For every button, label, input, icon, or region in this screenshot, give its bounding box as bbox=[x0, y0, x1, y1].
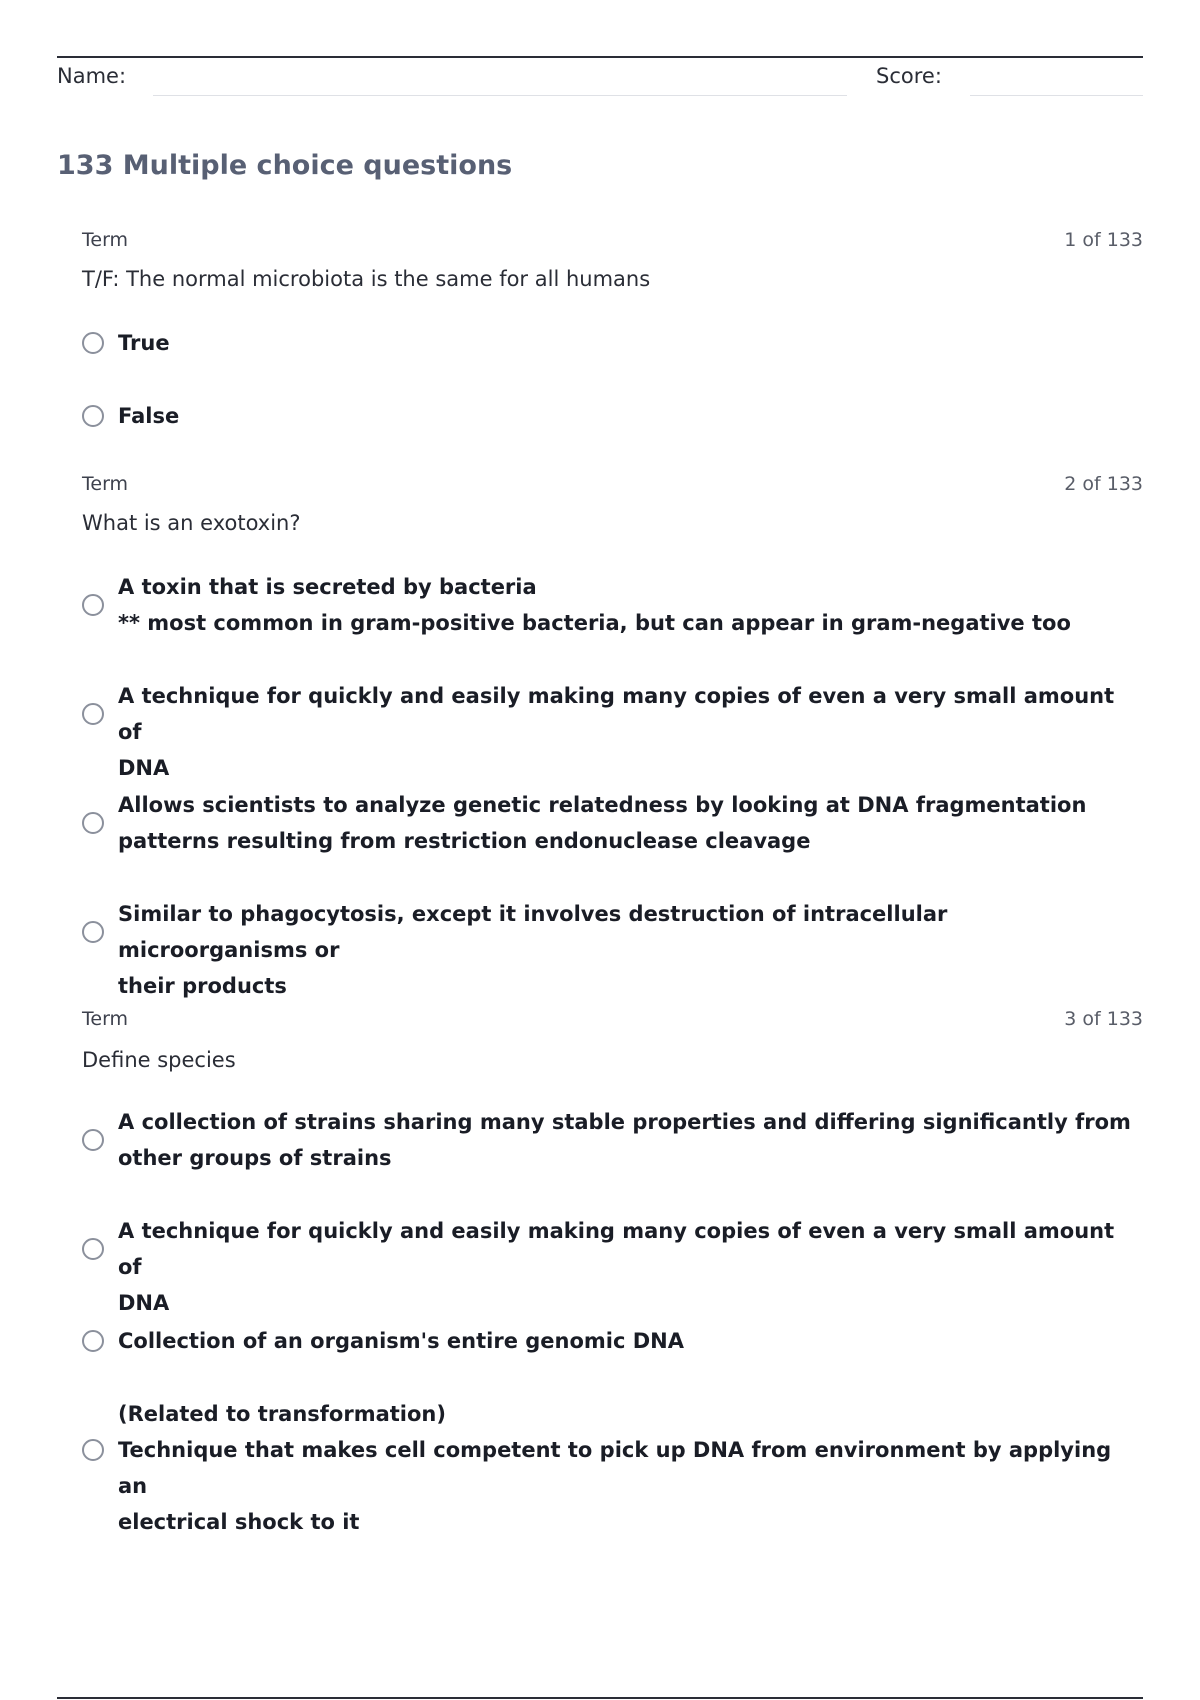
radio-button[interactable] bbox=[82, 1330, 104, 1352]
name-field[interactable] bbox=[153, 95, 847, 96]
score-field[interactable] bbox=[970, 95, 1143, 96]
option-text: Similar to phagocytosis, except it involves destruction of intracellular microorganisms or their products bbox=[118, 902, 948, 998]
question-counter: 1 of 133 bbox=[1064, 229, 1143, 251]
radio-button[interactable] bbox=[82, 1129, 104, 1151]
question-header bbox=[82, 1008, 1143, 1034]
radio-button[interactable] bbox=[82, 594, 104, 616]
option-text: A toxin that is secreted by bacteria ** most common in gram-positive bacteria, but can appear in gram-negative too bbox=[118, 575, 1071, 635]
option-text: A technique for quickly and easily making many copies of even a very small amount of DNA bbox=[118, 684, 1115, 780]
question-header bbox=[82, 229, 1143, 255]
answer-option[interactable] bbox=[82, 398, 1143, 434]
question-kind: Term bbox=[82, 229, 129, 251]
question-kind: Term bbox=[82, 473, 129, 495]
answer-option[interactable] bbox=[82, 1396, 1143, 1534]
answer-option[interactable] bbox=[82, 569, 1143, 641]
option-text: A technique for quickly and easily making many copies of even a very small amount of DNA bbox=[118, 1219, 1115, 1315]
question-prompt: What is an exotoxin? bbox=[82, 511, 301, 535]
question-prompt: T/F: The normal microbiota is the same for all humans bbox=[82, 267, 651, 291]
question-counter: 3 of 133 bbox=[1064, 1008, 1143, 1030]
radio-button[interactable] bbox=[82, 1238, 104, 1260]
answer-option[interactable] bbox=[82, 1104, 1143, 1176]
radio-button[interactable] bbox=[82, 332, 104, 354]
section-title: 133 Multiple choice questions bbox=[57, 150, 513, 181]
score-label: Score: bbox=[876, 64, 942, 88]
answer-option[interactable] bbox=[82, 1213, 1143, 1315]
answer-option[interactable] bbox=[82, 787, 1143, 859]
radio-button[interactable] bbox=[82, 405, 104, 427]
option-text: Collection of an organism's entire genomic DNA bbox=[118, 1329, 685, 1353]
top-rule bbox=[57, 56, 1143, 58]
question-prompt: Define species bbox=[82, 1048, 236, 1072]
bottom-rule bbox=[57, 1697, 1143, 1699]
question-header bbox=[82, 473, 1143, 499]
question-kind: Term bbox=[82, 1008, 129, 1030]
option-text: Allows scientists to analyze genetic relatedness by looking at DNA fragmentation patterns resulting from restriction endonuclease cleavage bbox=[118, 793, 1087, 853]
worksheet-header bbox=[57, 62, 1143, 98]
question-counter: 2 of 133 bbox=[1064, 473, 1143, 495]
option-text: (Related to transformation) Technique that makes cell competent to pick up DNA from environment by applying an electrical shock to it bbox=[118, 1402, 1112, 1534]
radio-button[interactable] bbox=[82, 703, 104, 725]
answer-option[interactable] bbox=[82, 1323, 1143, 1359]
option-text: False bbox=[118, 404, 180, 428]
radio-button[interactable] bbox=[82, 921, 104, 943]
answer-option[interactable] bbox=[82, 678, 1143, 780]
answer-option[interactable] bbox=[82, 896, 1143, 998]
name-label: Name: bbox=[57, 64, 127, 88]
radio-button[interactable] bbox=[82, 1439, 104, 1461]
option-text: True bbox=[118, 331, 170, 355]
answer-option[interactable] bbox=[82, 325, 1143, 361]
radio-button[interactable] bbox=[82, 812, 104, 834]
option-text: A collection of strains sharing many stable properties and differing significantly from other groups of strains bbox=[118, 1110, 1131, 1170]
